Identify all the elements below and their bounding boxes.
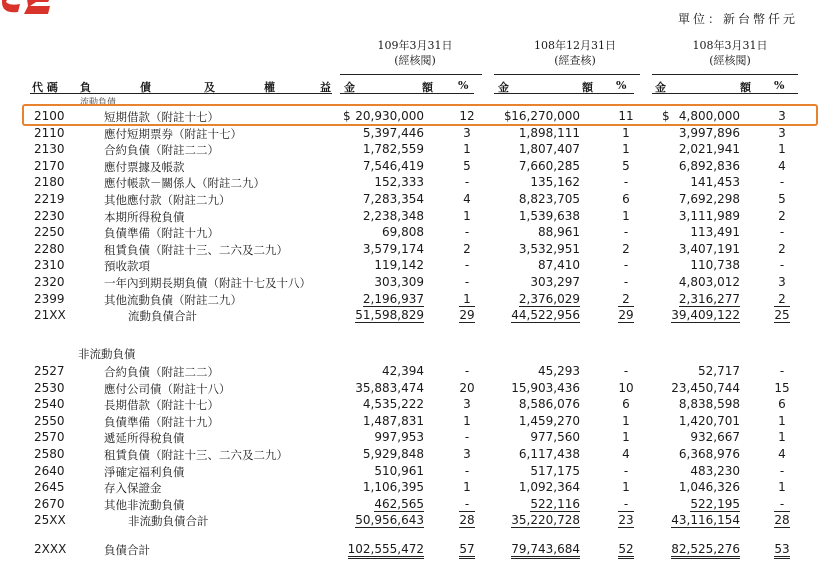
table-row: [0, 191, 820, 209]
value-108q4: 1,807,407: [518, 142, 580, 156]
row-code: 21XX: [34, 308, 66, 322]
pct-108q1: 4: [778, 159, 786, 173]
value-109q1: 51,598,829: [355, 308, 424, 322]
value-109q1: 3,579,174: [362, 242, 424, 256]
col-pct-header: %: [774, 79, 785, 92]
value-108q4: 16,270,000: [511, 109, 580, 123]
pct-108q1: 15: [774, 381, 790, 395]
value-108q4: 522,116: [530, 497, 580, 511]
value-109q1: 462,565: [374, 497, 424, 511]
pct-108q4: -: [623, 175, 629, 189]
value-108q1: 141,453: [690, 175, 740, 189]
row-code: 2530: [34, 381, 65, 395]
currency-symbol: $: [662, 109, 670, 123]
row-description: 長期借款（附註十七）: [104, 398, 219, 412]
pct-108q4: -: [618, 497, 634, 512]
value-109q1: 50,956,643: [355, 513, 424, 527]
pct-108q1: -: [779, 364, 785, 378]
period-header-3: [665, 38, 795, 68]
pct-109q1: 1: [463, 142, 471, 156]
noncurrent-total-row: [0, 512, 820, 530]
row-code: 2XXX: [34, 542, 67, 556]
value-108q1: 3,997,896: [678, 126, 740, 140]
col-pct-header: %: [616, 79, 627, 92]
value-108q4: 1,898,111: [518, 126, 580, 140]
row-code: 2230: [34, 209, 65, 223]
col-code-header: 代 碼: [32, 81, 58, 94]
value-109q1: 5,929,848: [362, 447, 424, 461]
row-code: 2310: [34, 258, 65, 272]
pct-108q1: -: [779, 464, 785, 478]
pct-108q4: -: [623, 275, 629, 289]
value-108q1: 82,525,276: [671, 542, 740, 559]
value-108q1: 110,738: [690, 258, 740, 272]
table-row: [0, 396, 820, 414]
value-108q1: 6,368,976: [678, 447, 740, 461]
value-108q1: 1,046,326: [678, 480, 740, 494]
period-date: 109年3月31日: [377, 39, 453, 52]
value-108q1: 3,407,191: [678, 242, 740, 256]
pct-108q4: 2: [618, 292, 634, 307]
noncurrent-liabilities-heading: 非流動負債: [78, 347, 136, 361]
value-109q1: 5,397,446: [362, 126, 424, 140]
grand-total-row: [0, 541, 820, 559]
row-code: 2670: [34, 497, 65, 511]
value-108q4: 8,586,076: [518, 397, 580, 411]
row-code: 2250: [34, 225, 65, 239]
period-note: (經核閱): [394, 54, 436, 67]
pct-109q1: -: [464, 275, 470, 289]
pct-108q1: 5: [778, 192, 786, 206]
table-row: [0, 174, 820, 192]
pct-108q1: 2: [774, 292, 790, 307]
pct-109q1: -: [464, 175, 470, 189]
value-108q4: 3,532,951: [518, 242, 580, 256]
col-amount-header: 金: [344, 81, 355, 94]
pct-109q1: -: [464, 258, 470, 272]
row-code: 25XX: [34, 513, 66, 527]
currency-symbol: $: [343, 109, 351, 123]
pct-109q1: 57: [459, 542, 475, 559]
highlight-box: [22, 104, 818, 126]
row-description: 存入保證金: [104, 481, 162, 495]
row-description: 租賃負債（附註十三、二六及二九）: [104, 243, 288, 257]
value-109q1: 152,333: [374, 175, 424, 189]
pct-108q1: 4: [778, 447, 786, 461]
pct-108q4: 2: [622, 242, 630, 256]
pct-108q4: 1: [622, 414, 630, 428]
row-description: 流動負債合計: [128, 309, 197, 323]
pct-108q4: 6: [622, 397, 630, 411]
row-description: 遞延所得稅負債: [104, 431, 185, 445]
unit-label: 單位：新台幣仟元: [677, 12, 798, 26]
value-108q1: 8,838,598: [678, 397, 740, 411]
pct-108q4: 1: [622, 209, 630, 223]
row-description: 負債準備（附註十九）: [104, 226, 219, 240]
current-total-row: [0, 307, 820, 325]
row-description: 短期借款（附註十七）: [104, 110, 219, 124]
pct-108q4: -: [623, 258, 629, 272]
header-rule: [340, 74, 482, 75]
value-108q1: 4,803,012: [678, 275, 740, 289]
row-code: 2320: [34, 275, 65, 289]
value-108q1: 2,316,277: [678, 292, 740, 306]
header-rule: [652, 74, 798, 75]
row-code: 2550: [34, 414, 65, 428]
value-108q1: 23,450,744: [671, 381, 740, 395]
pct-108q1: 1: [778, 430, 786, 444]
value-109q1: 997,953: [374, 430, 424, 444]
value-109q1: 2,196,937: [362, 292, 424, 306]
pct-108q4: 6: [622, 192, 630, 206]
row-description: 其他應付款（附註二九）: [104, 193, 231, 207]
value-109q1: 1,782,559: [362, 142, 424, 156]
pct-109q1: -: [464, 364, 470, 378]
pct-109q1: -: [459, 497, 475, 512]
pct-108q4: 5: [622, 159, 630, 173]
pct-109q1: 2: [463, 242, 471, 256]
pct-109q1: -: [464, 225, 470, 239]
row-description: 一年內到期長期負債（附註十七及十八）: [104, 276, 311, 290]
row-description: 合約負債（附註二二）: [104, 143, 219, 157]
pct-109q1: 3: [463, 397, 471, 411]
value-108q4: 7,660,285: [518, 159, 580, 173]
value-108q4: 1,539,638: [518, 209, 580, 223]
pct-109q1: -: [464, 430, 470, 444]
pct-109q1: 4: [463, 192, 471, 206]
value-109q1: 20,930,000: [355, 109, 424, 123]
value-109q1: 1,106,395: [362, 480, 424, 494]
value-108q4: 1,459,270: [518, 414, 580, 428]
pct-108q4: 1: [622, 430, 630, 444]
value-108q4: 35,220,728: [511, 513, 580, 527]
pct-108q1: 2: [778, 209, 786, 223]
pct-108q1: 1: [778, 142, 786, 156]
pct-108q1: 2: [778, 242, 786, 256]
pct-108q1: 1: [778, 480, 786, 494]
table-row: [0, 429, 820, 447]
col-amount-tail: 額: [422, 81, 433, 94]
row-description: 淨確定福利負債: [104, 465, 185, 479]
value-108q4: 87,410: [538, 258, 580, 272]
row-code: 2399: [34, 292, 65, 306]
value-108q1: 522,195: [690, 497, 740, 511]
period-header-2: [505, 38, 645, 68]
pct-109q1: 1: [463, 414, 471, 428]
pct-108q1: 1: [778, 414, 786, 428]
table-row: [0, 257, 820, 275]
row-code: 2130: [34, 142, 65, 156]
current-liabilities-heading: 流動負債: [80, 98, 117, 108]
col-amount-tail: 額: [582, 81, 593, 94]
row-description: 負債合計: [104, 543, 150, 557]
col-desc-header-3: 及: [204, 81, 215, 94]
row-code: 2580: [34, 447, 65, 461]
value-109q1: 119,142: [374, 258, 424, 272]
row-description: 其他非流動負債: [104, 498, 185, 512]
value-109q1: 42,394: [382, 364, 424, 378]
pct-108q1: -: [779, 225, 785, 239]
row-code: 2570: [34, 430, 65, 444]
value-109q1: 1,487,831: [362, 414, 424, 428]
value-109q1: 102,555,472: [348, 542, 424, 559]
pct-108q1: 25: [774, 308, 790, 322]
value-109q1: 510,961: [374, 464, 424, 478]
row-code: 2645: [34, 480, 65, 494]
value-109q1: 4,535,222: [362, 397, 424, 411]
value-108q4: 88,961: [538, 225, 580, 239]
col-desc-header-2: 債: [140, 81, 151, 94]
pct-109q1: -: [464, 464, 470, 478]
table-row: [0, 446, 820, 464]
value-108q4: 1,092,364: [518, 480, 580, 494]
row-code: 2110: [34, 126, 65, 140]
row-description: 應付公司債（附註十八）: [104, 382, 231, 396]
pct-109q1: 28: [459, 513, 475, 527]
pct-108q4: 23: [618, 513, 634, 527]
value-109q1: 303,309: [374, 275, 424, 289]
value-109q1: 35,883,474: [355, 381, 424, 395]
value-108q1: 2,021,941: [678, 142, 740, 156]
period-header-1: [350, 38, 480, 68]
value-108q1: 932,667: [690, 430, 740, 444]
value-109q1: 69,808: [382, 225, 424, 239]
pct-109q1: 3: [463, 447, 471, 461]
value-108q4: 15,903,436: [511, 381, 580, 395]
value-108q4: 8,823,705: [518, 192, 580, 206]
col-amount-header: 金: [655, 81, 666, 94]
pct-108q1: 3: [778, 109, 786, 123]
pct-109q1: 12: [459, 109, 475, 123]
value-108q4: 2,376,029: [518, 292, 580, 306]
row-description: 其他流動負債（附註二九）: [104, 293, 242, 307]
pct-109q1: 20: [459, 381, 475, 395]
row-code: 2100: [34, 109, 65, 123]
value-108q4: 977,560: [530, 430, 580, 444]
col-amount-header: 金: [498, 81, 509, 94]
value-108q4: 45,293: [538, 364, 580, 378]
pct-108q4: -: [623, 464, 629, 478]
value-108q4: 6,117,438: [518, 447, 580, 461]
pct-109q1: 1: [459, 292, 475, 307]
value-108q4: 303,297: [530, 275, 580, 289]
value-108q1: 3,111,989: [678, 209, 740, 223]
col-amount-tail: 額: [740, 81, 751, 94]
value-108q1: 7,692,298: [678, 192, 740, 206]
col-desc-header-5: 益: [320, 81, 331, 94]
currency-symbol: $: [504, 109, 512, 123]
row-description: 應付帳款－關係人（附註二九）: [104, 176, 265, 190]
value-108q4: 135,162: [530, 175, 580, 189]
header-rule: [494, 93, 634, 94]
table-row: [0, 363, 820, 381]
row-description: 合約負債（附註二二）: [104, 365, 219, 379]
row-code: 2540: [34, 397, 65, 411]
row-code: 2170: [34, 159, 65, 173]
col-desc-header-4: 權: [264, 81, 275, 94]
pct-108q4: 11: [618, 109, 634, 123]
col-pct-header: %: [458, 79, 469, 92]
row-description: 應付短期票券（附註十七）: [104, 127, 242, 141]
pct-109q1: 5: [463, 159, 471, 173]
value-109q1: 7,283,354: [362, 192, 424, 206]
pct-108q1: 28: [774, 513, 790, 527]
pct-109q1: 3: [463, 126, 471, 140]
value-108q1: 39,409,122: [671, 308, 740, 322]
pct-109q1: 29: [459, 308, 475, 322]
header-rule: [494, 74, 640, 75]
pct-108q1: 3: [778, 275, 786, 289]
pct-108q1: -: [779, 175, 785, 189]
header-rule: [652, 93, 798, 94]
header-rule: [30, 93, 332, 94]
pct-108q4: 10: [618, 381, 634, 395]
value-108q1: 4,800,000: [678, 109, 740, 123]
row-description: 租賃負債（附註十三、二六及二九）: [104, 448, 288, 462]
period-note: (經查核): [554, 54, 596, 67]
row-code: 2640: [34, 464, 65, 478]
value-109q1: 7,546,419: [362, 159, 424, 173]
period-note: (經核閱): [709, 54, 751, 67]
row-code: 2219: [34, 192, 65, 206]
pct-109q1: 1: [463, 209, 471, 223]
pct-108q4: 4: [622, 447, 630, 461]
value-108q1: 43,116,154: [671, 513, 740, 527]
pct-108q1: -: [774, 497, 790, 512]
row-description: 負債準備（附註十九）: [104, 415, 219, 429]
value-108q1: 6,892,836: [678, 159, 740, 173]
pct-108q4: 29: [618, 308, 634, 322]
pct-108q1: 6: [778, 397, 786, 411]
table-row: [0, 141, 820, 159]
pct-108q1: 3: [778, 126, 786, 140]
pct-108q4: 1: [622, 126, 630, 140]
table-row: [0, 224, 820, 242]
row-description: 本期所得稅負債: [104, 210, 185, 224]
value-108q4: 79,743,684: [511, 542, 580, 559]
pct-108q4: 52: [618, 542, 634, 559]
pct-108q1: 53: [774, 542, 790, 559]
value-108q1: 52,717: [698, 364, 740, 378]
value-108q1: 1,420,701: [678, 414, 740, 428]
pct-108q4: -: [623, 364, 629, 378]
row-description: 預收款項: [104, 259, 150, 273]
header-rule: [340, 93, 474, 94]
col-desc-header-1: 負: [80, 81, 91, 94]
table-row: [0, 274, 820, 292]
company-logo: [0, 0, 54, 18]
table-row: [0, 479, 820, 497]
pct-108q4: 1: [622, 480, 630, 494]
pct-108q4: -: [623, 225, 629, 239]
pct-109q1: 1: [463, 480, 471, 494]
value-108q4: 517,175: [530, 464, 580, 478]
row-code: 2180: [34, 175, 65, 189]
pct-108q4: 1: [622, 142, 630, 156]
row-code: 2527: [34, 364, 65, 378]
value-108q4: 44,522,956: [511, 308, 580, 322]
period-date: 108年3月31日: [692, 39, 768, 52]
value-109q1: 2,238,348: [362, 209, 424, 223]
pct-108q1: -: [779, 258, 785, 272]
value-108q1: 483,230: [690, 464, 740, 478]
value-108q1: 113,491: [690, 225, 740, 239]
row-code: 2280: [34, 242, 65, 256]
row-description: 應付票據及帳款: [104, 160, 185, 174]
row-description: 非流動負債合計: [128, 514, 209, 528]
period-date: 108年12月31日: [534, 39, 616, 52]
